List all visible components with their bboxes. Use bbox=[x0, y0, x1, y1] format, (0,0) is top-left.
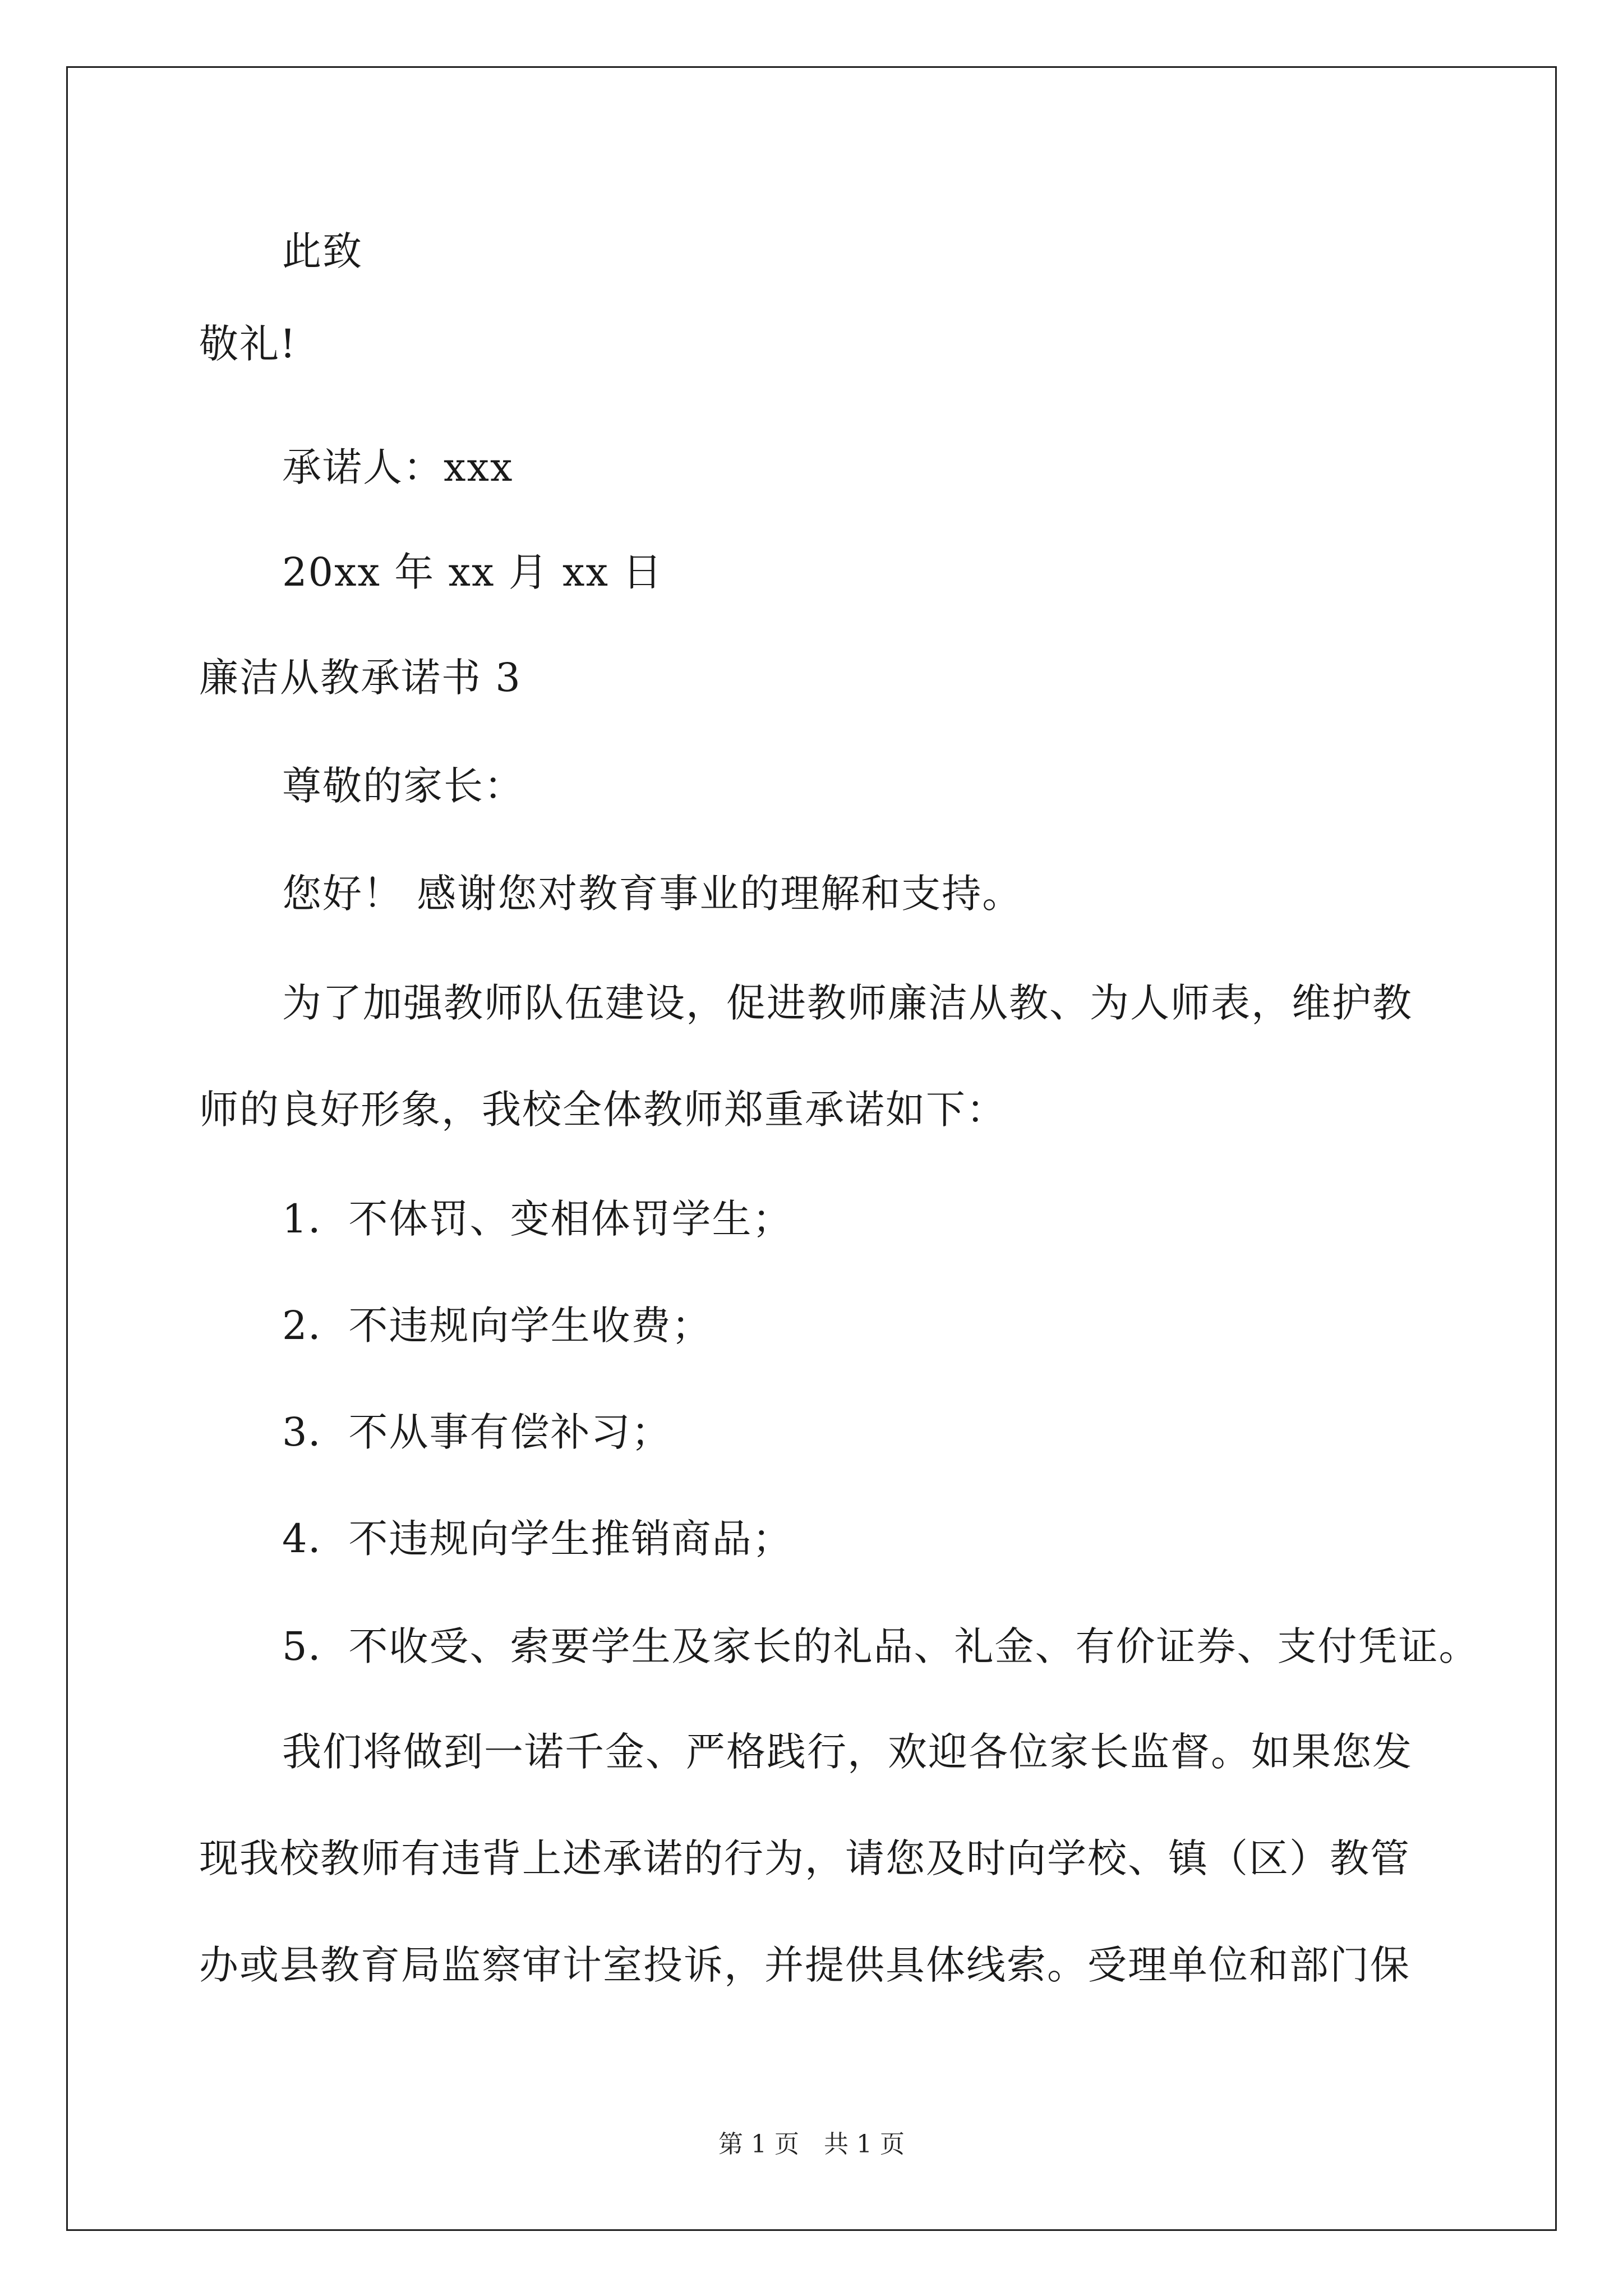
commitment-item: 5．不收受、索要学生及家长的礼品、礼金、有价证券、支付凭证。 bbox=[282, 1623, 1479, 1669]
promisor-line: 承诺人：xxx bbox=[282, 444, 514, 490]
paragraph-line: 我们将做到一诺千金、严格践行，欢迎各位家长监督。如果您发 bbox=[282, 1729, 1413, 1775]
commitment-item: 1．不体罚、变相体罚学生； bbox=[282, 1196, 793, 1242]
greeting: 尊敬的家长： bbox=[282, 763, 524, 809]
closing-regards: 敬礼! bbox=[199, 321, 297, 367]
paragraph-line: 办或县教育局监察审计室投诉，并提供具体线索。受理单位和部门保 bbox=[199, 1942, 1410, 1988]
commitment-item: 3．不从事有偿补习； bbox=[282, 1409, 672, 1455]
section-title: 廉洁从教承诺书 3 bbox=[199, 655, 522, 701]
commitment-item: 2．不违规向学生收费； bbox=[282, 1303, 712, 1349]
paragraph-line: 现我校教师有违背上述承诺的行为，请您及时向学校、镇（区）教管 bbox=[199, 1835, 1410, 1881]
closing-salutation: 此致 bbox=[282, 228, 363, 274]
paragraph-line: 为了加强教师队伍建设，促进教师廉洁从教、为人师表，维护教 bbox=[282, 980, 1413, 1026]
page-footer: 第 1 页 共 1 页 bbox=[718, 2130, 905, 2159]
opening-paragraph: 您好！ 感谢您对教育事业的理解和支持。 bbox=[282, 871, 1023, 917]
page-border bbox=[66, 66, 1557, 2231]
commitment-item: 4．不违规向学生推销商品； bbox=[282, 1516, 793, 1562]
paragraph-line: 师的良好形象，我校全体教师郑重承诺如下： bbox=[199, 1087, 1007, 1133]
date-line: 20xx 年 xx 月 xx 日 bbox=[282, 549, 663, 595]
